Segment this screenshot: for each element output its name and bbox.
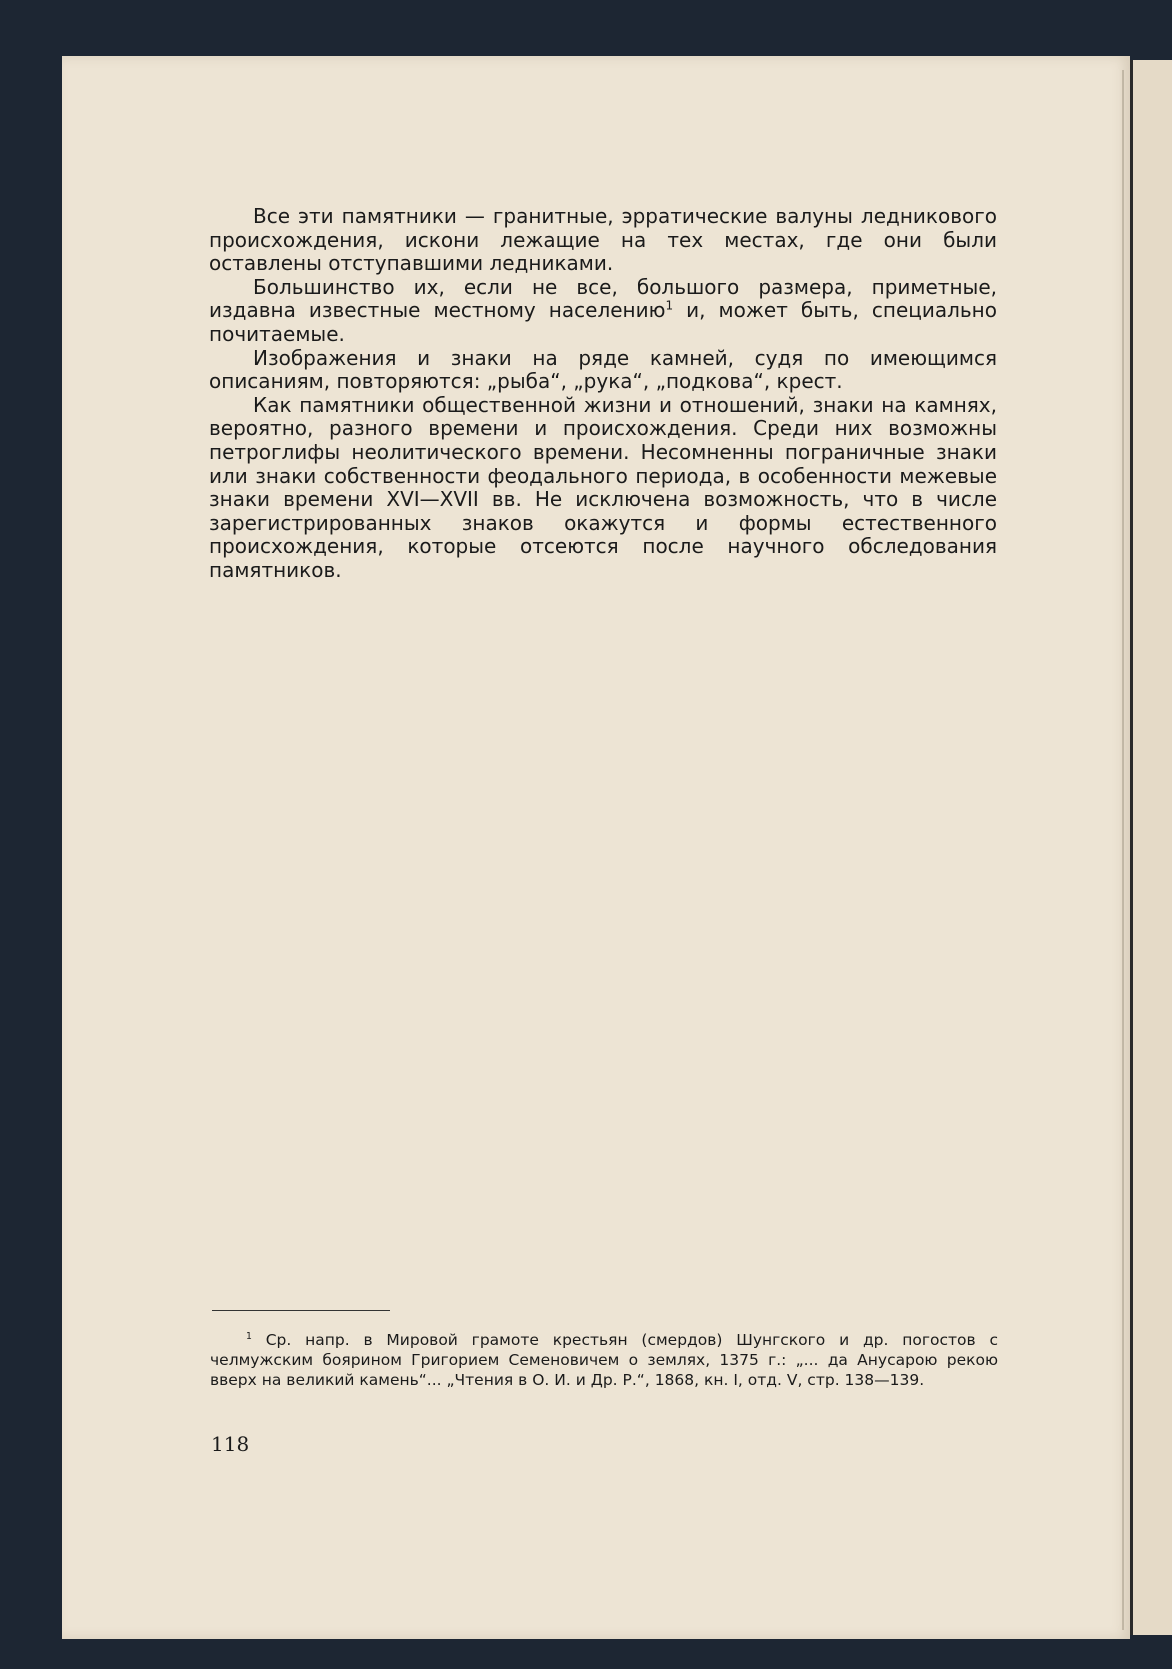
paragraph-2: [209, 276, 997, 347]
footnote-number: 1: [246, 1330, 252, 1342]
footnote: [210, 1330, 998, 1390]
footnote-separator: [212, 1310, 390, 1311]
paragraph-2-text-b: и, может быть, специально почитаемые.: [209, 298, 997, 346]
adjacent-page-edge: [1130, 60, 1172, 1635]
paragraph-2-text-a: Большинство их, если не все, большого размера, приметные, издавна известные местному населению: [209, 274, 997, 323]
page-number: 118: [211, 1432, 250, 1456]
paragraph-1: Все эти памятники — гранитные, эрратические валуны ледникового происхождения, искони лежащие на тех местах, где они были оставлены отступавшими ледниками.: [209, 204, 997, 276]
page-crease: [1122, 70, 1124, 1630]
main-text: [209, 205, 997, 583]
footnote-reference[interactable]: 1: [665, 298, 674, 313]
paragraph-3: Изображения и знаки на ряде камней, судя по имеющимся описаниям, повторяются: „рыба“, „рука“, „подкова“, крест.: [209, 345, 997, 394]
footnote-1: [210, 1330, 998, 1390]
paragraph-4: Как памятники общественной жизни и отношений, знаки на камнях, вероятно, разного времени и происхождения. Среди них возможны петроглифы неолитического времени. Несомненны пограничные знаки или знаки собственности феодального периода, в особенности межевые знаки времени XVI—XVII вв. Не исключена возможность, что в числе зарегистрированных знаков окажутся и формы естественного происхождения, которые отсеются после научного обследования памятников.: [209, 392, 997, 582]
footnote-text: Ср. напр. в Мировой грамоте крестьян (смердов) Шунгского и др. погостов с челмужским боярином Григорием Семеновичем о землях, 1375 г.: „... да Анусарою рекою вверх на великий камень“... „Чтения в О. И. и Др. Р.“, 1868, кн. I, отд. V, стр. 138—139.: [210, 1331, 998, 1389]
